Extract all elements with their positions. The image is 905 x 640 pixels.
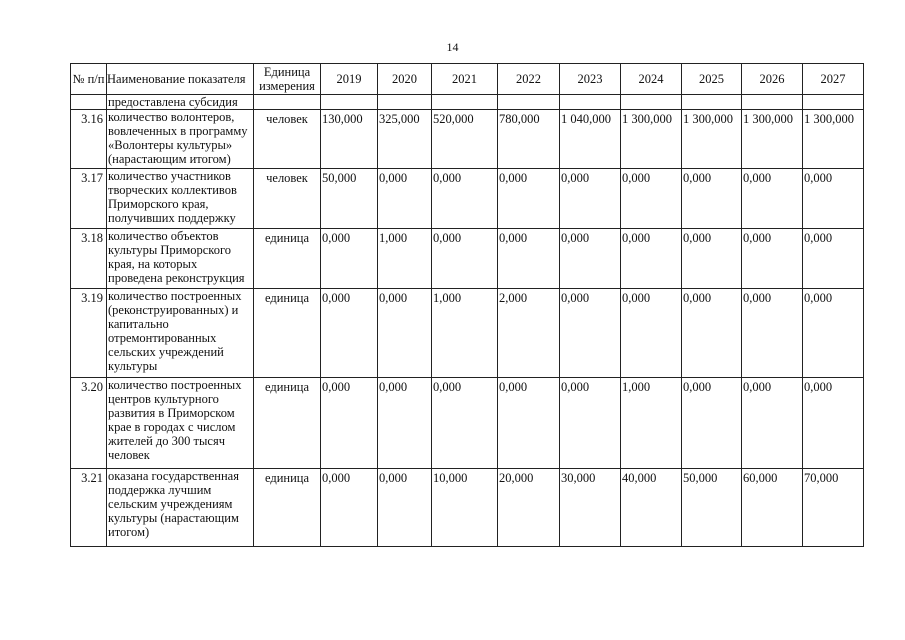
page-number: 14: [446, 40, 459, 54]
cell-name: количество участников творческих коллективов Приморского края, получивших поддержку: [107, 169, 254, 229]
cell-value: 30,000: [560, 469, 621, 547]
cell-value: 325,000: [378, 110, 432, 169]
cell-num: 3.21: [71, 469, 107, 547]
cell-value: 0,000: [742, 289, 803, 378]
cell-name: количество объектов культуры Приморского края, на которых проведена реконструкция: [107, 229, 254, 289]
cell-value: 0,000: [321, 469, 378, 547]
table-row: [71, 469, 864, 547]
cell-name: количество построенных (реконструированных) и капитально отремонтированных сельских учреждений культуры: [107, 289, 254, 378]
header-year: 2022: [498, 64, 560, 95]
cell-value: 0,000: [682, 378, 742, 469]
cell-unit: единица: [254, 229, 321, 289]
cell-value: [378, 95, 432, 110]
cell-value: 60,000: [742, 469, 803, 547]
cell-value: [432, 95, 498, 110]
cell-value: 1 300,000: [742, 110, 803, 169]
cell-value: [498, 95, 560, 110]
cell-unit: [254, 95, 321, 110]
cell-value: 0,000: [378, 289, 432, 378]
cell-value: 1 300,000: [621, 110, 682, 169]
header-year: 2021: [432, 64, 498, 95]
table-row: [71, 289, 864, 378]
header-year: 2020: [378, 64, 432, 95]
cell-value: [682, 95, 742, 110]
cell-value: 0,000: [803, 229, 864, 289]
table-row: [71, 378, 864, 469]
cell-value: 0,000: [560, 289, 621, 378]
cell-value: 0,000: [682, 229, 742, 289]
cell-value: 0,000: [378, 169, 432, 229]
cell-value: 0,000: [742, 378, 803, 469]
cell-value: 0,000: [498, 229, 560, 289]
cell-value: 0,000: [321, 378, 378, 469]
cell-name: количество построенных центров культурного развития в Приморском крае в городах с числом жителей до 300 тысяч человек: [107, 378, 254, 469]
cell-unit: единица: [254, 289, 321, 378]
header-year: 2025: [682, 64, 742, 95]
cell-unit: единица: [254, 469, 321, 547]
cell-value: 0,000: [498, 378, 560, 469]
cell-value: 0,000: [621, 169, 682, 229]
table-row: [71, 229, 864, 289]
cell-num: 3.19: [71, 289, 107, 378]
cell-value: 0,000: [432, 378, 498, 469]
cell-name: предоставлена субсидия: [107, 95, 254, 110]
cell-value: [321, 95, 378, 110]
header-year: 2027: [803, 64, 864, 95]
cell-value: 0,000: [321, 289, 378, 378]
cell-value: 1 040,000: [560, 110, 621, 169]
table-row: [71, 169, 864, 229]
cell-num: 3.18: [71, 229, 107, 289]
cell-value: 0,000: [498, 169, 560, 229]
cell-value: 0,000: [621, 229, 682, 289]
cell-value: 50,000: [321, 169, 378, 229]
continuation-row: [71, 95, 864, 110]
cell-value: 520,000: [432, 110, 498, 169]
cell-value: 1,000: [432, 289, 498, 378]
cell-value: 0,000: [378, 378, 432, 469]
cell-value: [621, 95, 682, 110]
cell-value: [742, 95, 803, 110]
cell-value: 0,000: [560, 169, 621, 229]
cell-value: 2,000: [498, 289, 560, 378]
header-name: Наименование показателя: [107, 64, 254, 95]
cell-value: 0,000: [803, 378, 864, 469]
cell-value: 780,000: [498, 110, 560, 169]
cell-value: 70,000: [803, 469, 864, 547]
header-year: 2023: [560, 64, 621, 95]
cell-value: 0,000: [621, 289, 682, 378]
header-year: 2024: [621, 64, 682, 95]
cell-value: 0,000: [682, 169, 742, 229]
cell-num: 3.16: [71, 110, 107, 169]
cell-value: 0,000: [432, 229, 498, 289]
cell-value: 0,000: [560, 378, 621, 469]
cell-value: 40,000: [621, 469, 682, 547]
cell-value: 1 300,000: [803, 110, 864, 169]
cell-value: 1 300,000: [682, 110, 742, 169]
cell-value: 0,000: [378, 469, 432, 547]
cell-value: 0,000: [803, 289, 864, 378]
header-year: 2026: [742, 64, 803, 95]
cell-value: 0,000: [803, 169, 864, 229]
cell-name: оказана государственная поддержка лучшим сельским учреждениям культуры (нарастающим итогом): [107, 469, 254, 547]
cell-value: 10,000: [432, 469, 498, 547]
header-year: 2019: [321, 64, 378, 95]
cell-value: 0,000: [742, 169, 803, 229]
cell-num: 3.17: [71, 169, 107, 229]
cell-unit: человек: [254, 169, 321, 229]
cell-unit: человек: [254, 110, 321, 169]
cell-value: 0,000: [321, 229, 378, 289]
header-row: [71, 64, 864, 95]
cell-value: [803, 95, 864, 110]
cell-name: количество волонтеров, вовлеченных в программу «Волонтеры культуры» (нарастающим итогом): [107, 110, 254, 169]
cell-value: 1,000: [621, 378, 682, 469]
indicators-table: [70, 63, 864, 547]
table-row: [71, 110, 864, 169]
header-num: № п/п: [71, 64, 107, 95]
cell-value: 1,000: [378, 229, 432, 289]
cell-value: 130,000: [321, 110, 378, 169]
cell-num: [71, 95, 107, 110]
cell-value: 20,000: [498, 469, 560, 547]
cell-value: 0,000: [742, 229, 803, 289]
cell-unit: единица: [254, 378, 321, 469]
cell-num: 3.20: [71, 378, 107, 469]
cell-value: 50,000: [682, 469, 742, 547]
cell-value: 0,000: [560, 229, 621, 289]
cell-value: 0,000: [432, 169, 498, 229]
cell-value: [560, 95, 621, 110]
header-unit: Единица измерения: [254, 64, 321, 95]
cell-value: 0,000: [682, 289, 742, 378]
